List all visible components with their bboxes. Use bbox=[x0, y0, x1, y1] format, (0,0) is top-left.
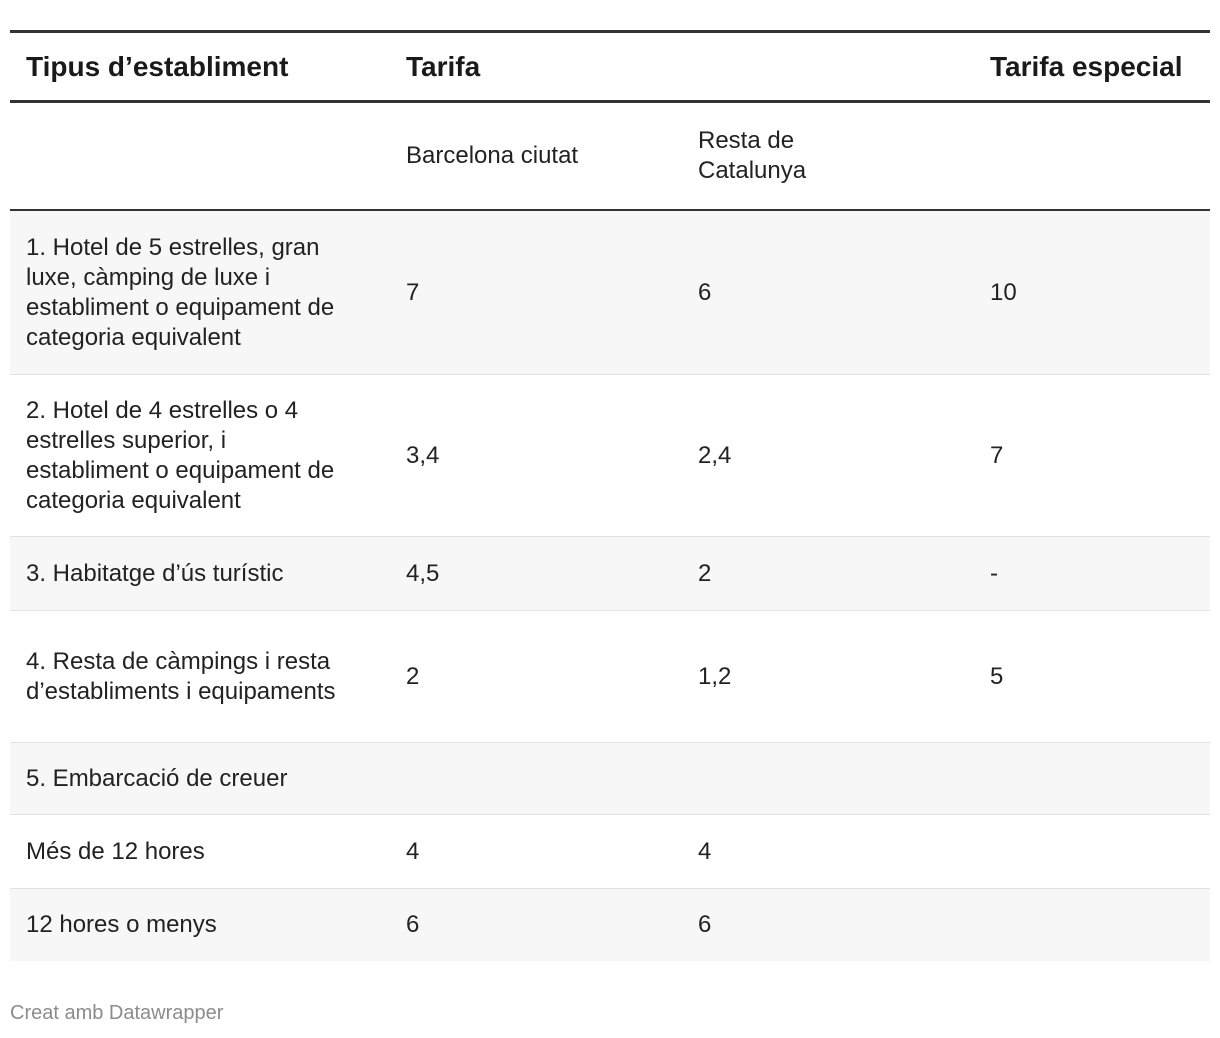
header-row bbox=[10, 33, 1210, 103]
subheader-resta: Resta de Catalunya bbox=[698, 127, 807, 184]
row-type-cell: 3. Habitatge d’ús turístic bbox=[26, 559, 284, 587]
row-resta-cell: 2 bbox=[698, 559, 712, 587]
data-table bbox=[10, 30, 1210, 961]
header-tarifa: Tarifa bbox=[406, 50, 481, 82]
row-barcelona-cell: 3,4 bbox=[406, 441, 440, 469]
subheader-row bbox=[10, 103, 1210, 211]
row-especial-cell: 10 bbox=[990, 278, 1017, 306]
row-barcelona-cell: 4,5 bbox=[406, 559, 440, 587]
table-row bbox=[10, 211, 1210, 375]
row-especial-cell: - bbox=[990, 559, 998, 587]
row-type-cell: 4. Resta de càmpings i resta d’establiments i equipaments bbox=[26, 647, 336, 705]
row-resta-cell: 6 bbox=[698, 911, 712, 938]
row-barcelona-cell: 6 bbox=[406, 911, 420, 938]
table-row bbox=[10, 611, 1210, 743]
row-type-cell: Més de 12 hores bbox=[26, 837, 205, 865]
footer-credit: Creat amb Datawrapper bbox=[10, 1002, 224, 1024]
row-resta-cell: 6 bbox=[698, 278, 712, 306]
row-barcelona-cell: 4 bbox=[406, 837, 420, 865]
row-type-cell: 12 hores o menys bbox=[26, 911, 217, 938]
row-resta-cell: 1,2 bbox=[698, 662, 732, 690]
row-barcelona-cell: 7 bbox=[406, 278, 420, 306]
table-row bbox=[10, 743, 1210, 815]
row-especial-cell: 7 bbox=[990, 441, 1004, 469]
row-especial-cell: 5 bbox=[990, 662, 1004, 690]
row-type-cell: 2. Hotel de 4 estrelles o 4 estrelles superior, i establiment o equipament de categoria equivalent bbox=[26, 396, 335, 514]
table-row bbox=[10, 537, 1210, 611]
header-tarifa-especial: Tarifa especial bbox=[990, 50, 1183, 82]
subheader-barcelona: Barcelona ciutat bbox=[406, 142, 579, 169]
row-type-cell: 5. Embarcació de creuer bbox=[26, 764, 288, 792]
table-row bbox=[10, 375, 1210, 537]
table-body bbox=[10, 211, 1210, 961]
header-type: Tipus d’establiment bbox=[26, 50, 289, 82]
row-barcelona-cell: 2 bbox=[406, 662, 420, 690]
row-resta-cell: 2,4 bbox=[698, 441, 732, 469]
row-resta-cell: 4 bbox=[698, 837, 712, 865]
table-row bbox=[10, 889, 1210, 961]
table-row bbox=[10, 815, 1210, 889]
row-type-cell: 1. Hotel de 5 estrelles, gran luxe, càmping de luxe i establiment o equipament de categoria equivalent bbox=[26, 233, 335, 351]
